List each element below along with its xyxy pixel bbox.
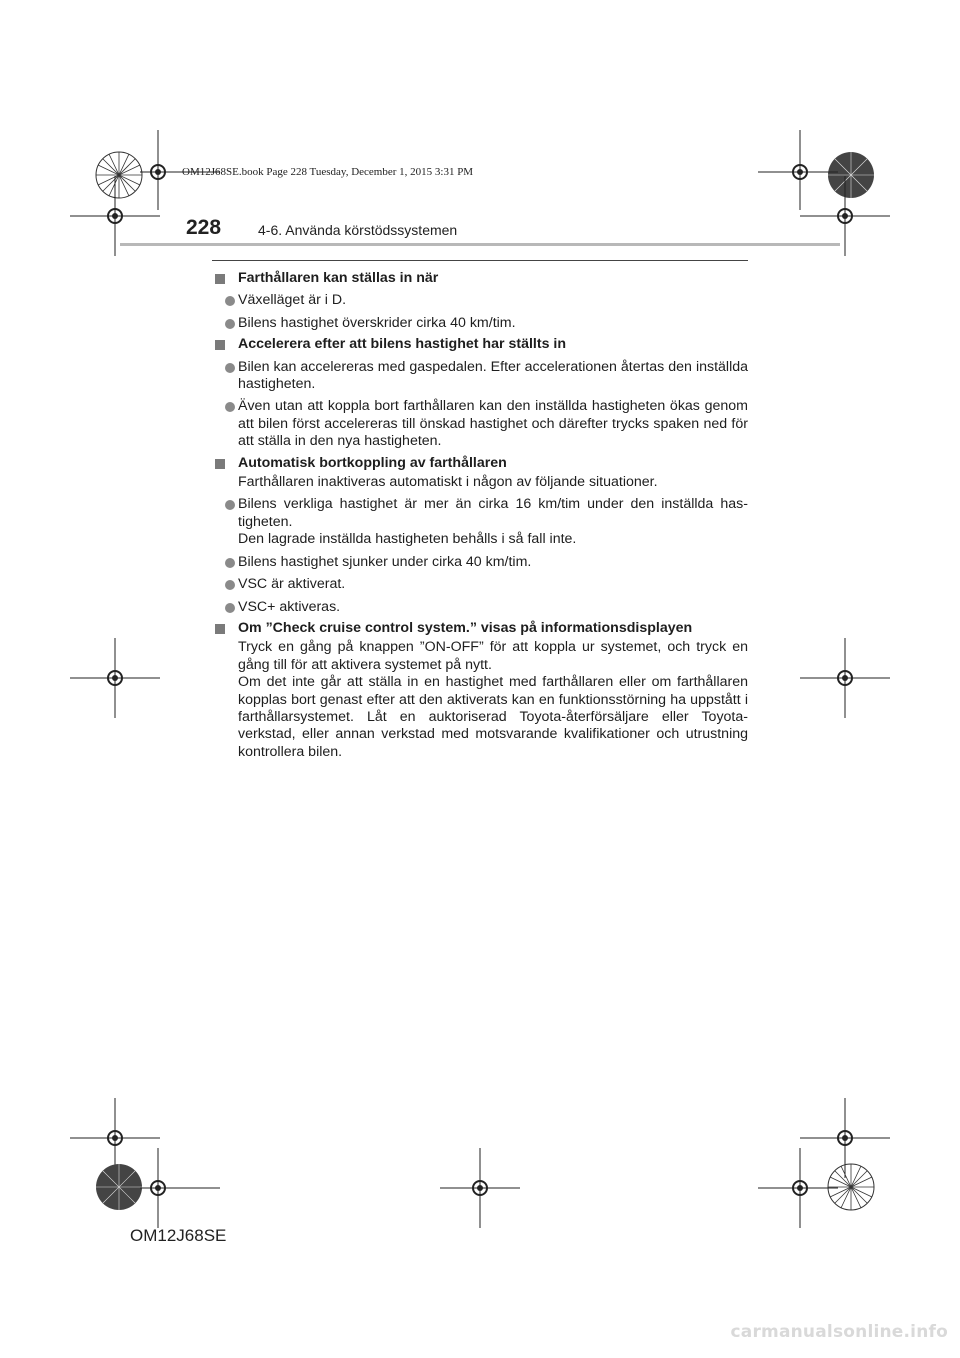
section-heading: [212, 270, 748, 287]
square-bullet-icon: [215, 624, 225, 634]
round-bullet-icon: [225, 319, 235, 329]
content-area: [212, 266, 748, 761]
list-item: [212, 496, 748, 548]
list-item: [212, 292, 748, 309]
crosshair-mark-bottom-left: [140, 1148, 220, 1228]
section-title: 4-6. Använda körstödssystemen: [258, 222, 458, 238]
round-bullet-icon: [225, 558, 235, 568]
bullet-text: Bilens verkliga hastighet är mer än cirka 16 km/tim under den inställda has-tigheten.: [238, 496, 748, 530]
round-bullet-icon: [225, 363, 235, 373]
paragraph: Om det inte går att ställa in en hastighet med farthållaren eller om farthållaren kopplas bort genast efter att den aktiverats kan en funktionsstörning ha uppstått i farthållarsystemet. Låt en auktoriserad Toyota-återförsäljare eller Toyota-verkstad, eller annan verkstad med motsvarande kvalifikationer och utrustning kontrollera bilen.: [238, 674, 748, 760]
crosshair-mark-right-middle: [800, 638, 890, 718]
intro-text: Farthållaren inaktiveras automatiskt i någon av följande situationer.: [238, 474, 658, 491]
heading-text: Automatisk bortkoppling av farthållaren: [238, 454, 507, 471]
document-code: OM12J68SE: [130, 1226, 227, 1245]
header-bar: [120, 243, 840, 246]
round-bullet-icon: [225, 580, 235, 590]
section-heading: [212, 455, 748, 472]
content-top-rule: [212, 260, 748, 261]
bullet-text: Bilens hastighet överskrider cirka 40 km/tim.: [238, 314, 516, 331]
section-heading: [212, 620, 748, 637]
round-bullet-icon: [225, 296, 235, 306]
bullet-text: Även utan att koppla bort farthållaren kan den inställda hastigheten ökas genom att bilen först accelereras till önskad hastighet och därefter trycks spaken ned för att ställa in den nya hastigheten.: [238, 398, 748, 450]
page-number: 228: [186, 216, 222, 239]
list-item: [212, 315, 748, 332]
bullet-text: Bilen kan accelereras med gaspedalen. Efter accelerationen återtas den inställda hastigheten.: [238, 358, 748, 393]
heading-text: Om ”Check cruise control system.” visas på informationsdisplayen: [238, 619, 693, 636]
list-item: [212, 359, 748, 394]
list-item: [212, 576, 748, 593]
list-item: [212, 554, 748, 571]
crosshair-mark-bottom-right: [758, 1148, 838, 1228]
bullet-text: Växelläget är i D.: [238, 292, 347, 309]
heading-text: Farthållaren kan ställas in när: [238, 270, 439, 286]
crop-mark-bottom-1: [94, 1162, 144, 1212]
round-bullet-icon: [225, 402, 235, 412]
watermark: carmanualsonline.info: [730, 1322, 948, 1342]
crosshair-mark-bottom-center: [440, 1148, 520, 1228]
round-bullet-icon: [225, 500, 235, 510]
square-bullet-icon: [215, 340, 225, 350]
list-item: [212, 398, 748, 450]
bullet-text: VSC är aktiverat.: [238, 576, 346, 593]
print-info: OM12J68SE.book Page 228 Tuesday, December 1, 2015 3:31 PM: [182, 166, 474, 178]
bullet-text-continued: Den lagrade inställda hastigheten behålls i så fall inte.: [238, 531, 577, 548]
list-item: [212, 599, 748, 616]
crosshair-mark-left-middle: [70, 638, 160, 718]
heading-text: Accelerera efter att bilens hastighet har ställts in: [238, 336, 567, 353]
bullet-text: VSC+ aktiveras.: [238, 598, 341, 615]
square-bullet-icon: [215, 459, 225, 469]
bullet-text: Bilens hastighet sjunker under cirka 40 km/tim.: [238, 553, 532, 570]
paragraph: Tryck en gång på knappen ”ON-OFF” för att koppla ur systemet, och tryck en gång till för att aktivera systemet på nytt.: [238, 639, 748, 673]
round-bullet-icon: [225, 603, 235, 613]
section-heading: [212, 336, 748, 353]
square-bullet-icon: [215, 274, 225, 284]
